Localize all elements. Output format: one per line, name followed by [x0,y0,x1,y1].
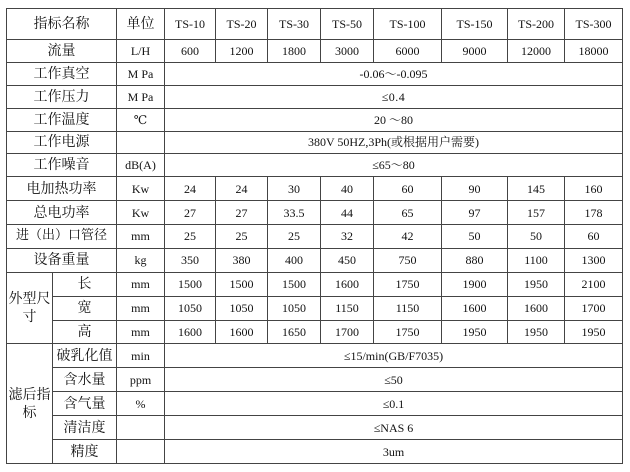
cell-value: 18000 [565,40,623,63]
model-header: TS-100 [374,9,442,40]
table-row [7,440,623,464]
row-name: 设备重量 [7,248,117,272]
cell-value: 1950 [508,320,565,344]
cell-value: 1200 [216,40,268,63]
row-unit: mm [117,225,165,249]
row-name: 含水量 [53,368,117,392]
group-dimensions: 外型尺寸 [7,272,53,344]
cell-value: 1500 [216,272,268,296]
row-name: 工作温度 [7,108,117,131]
row-unit [117,416,165,440]
cell-value: 145 [508,177,565,201]
spec-table [6,8,623,464]
cell-value: 1750 [374,272,442,296]
header-name: 指标名称 [7,9,117,40]
row-name: 工作噪音 [7,154,117,177]
model-header: TS-50 [321,9,374,40]
cell-value: 32 [321,225,374,249]
row-unit: dB(A) [117,154,165,177]
cell-value: 25 [216,225,268,249]
cell-value: 27 [216,201,268,225]
row-name: 流量 [7,40,117,63]
cell-value: 160 [565,177,623,201]
cell-value: 1100 [508,248,565,272]
row-unit: L/H [117,40,165,63]
cell-value: 30 [268,177,321,201]
cell-value: 12000 [508,40,565,63]
row-name: 进（出）口管径 [7,225,117,249]
cell-value: 27 [165,201,216,225]
cell-value: 90 [442,177,508,201]
cell-value: 157 [508,201,565,225]
table-row [7,248,623,272]
cell-value: 750 [374,248,442,272]
cell-value: 25 [165,225,216,249]
cell-value: 1750 [374,320,442,344]
row-name: 工作电源 [7,131,117,154]
row-name: 工作真空 [7,63,117,86]
cell-value: 1050 [268,296,321,320]
cell-value: 40 [321,177,374,201]
cell-value: 1600 [216,320,268,344]
table-row [7,201,623,225]
cell-value: 1050 [165,296,216,320]
row-name: 高 [53,320,117,344]
row-name: 总电功率 [7,201,117,225]
cell-span-value: ≤15/min(GB/F7035) [165,344,623,368]
cell-value: 600 [165,40,216,63]
cell-value: 33.5 [268,201,321,225]
cell-value: 380 [216,248,268,272]
header-unit: 单位 [117,9,165,40]
table-row [7,131,623,154]
table-row [7,320,623,344]
model-header: TS-30 [268,9,321,40]
row-name: 长 [53,272,117,296]
row-unit: Kw [117,177,165,201]
model-header: TS-300 [565,9,623,40]
row-name: 破乳化值 [53,344,117,368]
row-unit [117,440,165,464]
cell-span-value: ≤NAS 6 [165,416,623,440]
cell-value: 60 [565,225,623,249]
table-row [7,40,623,63]
cell-value: 60 [374,177,442,201]
cell-span-value: 20 ～80 [165,108,623,131]
cell-value: 1600 [442,296,508,320]
cell-span-value: 380V 50HZ,3Ph(或根据用户需要) [165,131,623,154]
table-row [7,85,623,108]
row-unit [117,131,165,154]
table-row [7,368,623,392]
row-unit: mm [117,320,165,344]
cell-value: 1650 [268,320,321,344]
cell-span-value: ≤0.1 [165,392,623,416]
cell-value: 1150 [374,296,442,320]
cell-value: 24 [216,177,268,201]
cell-value: 1900 [442,272,508,296]
table-row [7,296,623,320]
row-name: 精度 [53,440,117,464]
row-unit: min [117,344,165,368]
cell-value: 42 [374,225,442,249]
cell-span-value: -0.06～-0.095 [165,63,623,86]
table-row [7,177,623,201]
row-unit: M Pa [117,85,165,108]
cell-value: 97 [442,201,508,225]
cell-value: 50 [508,225,565,249]
cell-value: 400 [268,248,321,272]
row-unit: mm [117,296,165,320]
header-row [7,9,623,40]
cell-value: 450 [321,248,374,272]
row-name: 含气量 [53,392,117,416]
row-unit: Kw [117,201,165,225]
cell-value: 3000 [321,40,374,63]
cell-value: 1150 [321,296,374,320]
cell-value: 350 [165,248,216,272]
row-unit: ppm [117,368,165,392]
cell-value: 65 [374,201,442,225]
table-row [7,63,623,86]
cell-value: 1050 [216,296,268,320]
row-unit: M Pa [117,63,165,86]
cell-value: 1500 [165,272,216,296]
cell-value: 1700 [565,296,623,320]
cell-value: 178 [565,201,623,225]
cell-span-value: ≤65～80 [165,154,623,177]
table-row [7,154,623,177]
cell-span-value: 3um [165,440,623,464]
row-name: 电加热功率 [7,177,117,201]
cell-value: 1600 [165,320,216,344]
cell-span-value: ≤0.4 [165,85,623,108]
table-row [7,416,623,440]
row-name: 宽 [53,296,117,320]
cell-value: 1700 [321,320,374,344]
cell-value: 1950 [508,272,565,296]
cell-value: 1950 [565,320,623,344]
cell-value: 1800 [268,40,321,63]
cell-value: 880 [442,248,508,272]
cell-value: 1600 [508,296,565,320]
model-header: TS-10 [165,9,216,40]
cell-value: 44 [321,201,374,225]
cell-value: 1300 [565,248,623,272]
table-row [7,225,623,249]
cell-value: 1600 [321,272,374,296]
row-name: 清洁度 [53,416,117,440]
model-header: TS-20 [216,9,268,40]
row-unit: ℃ [117,108,165,131]
model-header: TS-200 [508,9,565,40]
cell-value: 1500 [268,272,321,296]
cell-value: 6000 [374,40,442,63]
cell-value: 1950 [442,320,508,344]
row-name: 工作压力 [7,85,117,108]
group-filtration: 滤后指标 [7,344,53,464]
table-row [7,108,623,131]
table-row [7,392,623,416]
row-unit: mm [117,272,165,296]
cell-value: 50 [442,225,508,249]
cell-value: 2100 [565,272,623,296]
model-header: TS-150 [442,9,508,40]
cell-value: 9000 [442,40,508,63]
table-row [7,344,623,368]
cell-value: 24 [165,177,216,201]
row-unit: % [117,392,165,416]
table-row [7,272,623,296]
row-unit: kg [117,248,165,272]
cell-span-value: ≤50 [165,368,623,392]
cell-value: 25 [268,225,321,249]
